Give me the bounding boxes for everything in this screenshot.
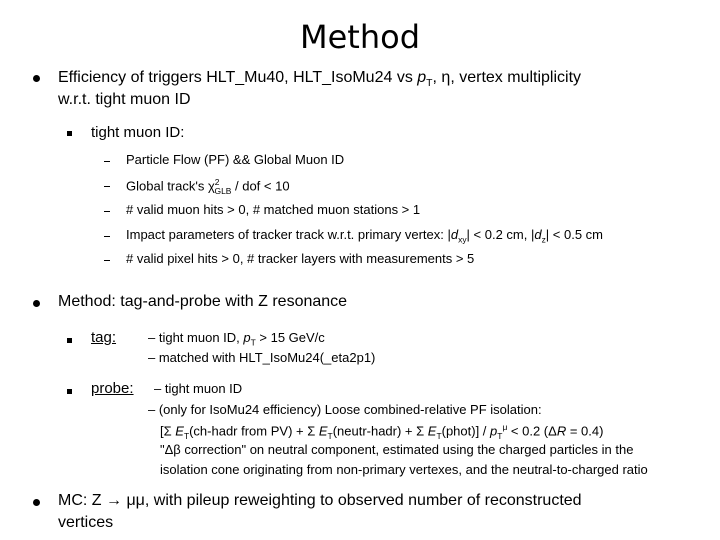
chi-subscript: GLB [214, 185, 232, 196]
section-mc-line2: vertices [58, 514, 114, 531]
probe-label: probe: [91, 380, 134, 397]
chi-superscript: 2 [214, 177, 220, 187]
probe-criterion-2: – (only for IsoMu24 efficiency) Loose combined-relative PF isolation: [148, 402, 542, 417]
text: Impact parameters of tracker track w.r.t. primary vertex: | [126, 227, 451, 242]
text: | < 0.2 cm, | [466, 227, 535, 242]
text: (phot)] / [441, 423, 491, 439]
e-symbol: E [318, 423, 328, 439]
mu-superscript: μ [502, 422, 508, 432]
dash-icon [104, 186, 110, 187]
bullet-icon [33, 300, 40, 307]
probe-isolation-formula [160, 422, 603, 441]
tag-criterion-1 [148, 330, 325, 348]
probe-isolation-cone: isolation cone originating from non-primary vertexes, and the neutral-to-charged ratio [160, 462, 648, 477]
text: [Σ [160, 423, 176, 439]
text: Efficiency of triggers [58, 69, 207, 86]
section-efficiency [58, 69, 581, 89]
text: , η, vertex multiplicity [432, 69, 582, 86]
bullet-icon [67, 389, 72, 394]
mc-description: Z → μμ, with pileup reweighting to observed number of reconstructed [91, 492, 582, 509]
t-subscript: T [436, 430, 442, 441]
chi-symbol: χ [207, 178, 215, 194]
section-method [58, 293, 347, 311]
t-subscript: T [327, 430, 333, 441]
section-efficiency-line2 [58, 91, 191, 109]
text: vs [392, 69, 418, 86]
bullet-icon [67, 131, 72, 136]
z-subscript: z [541, 234, 546, 245]
criterion-impact-params [126, 227, 603, 245]
section-mc [58, 492, 582, 510]
method-name: tag-and-probe with Z resonance [120, 293, 348, 310]
tag-label: tag: [91, 329, 117, 346]
xy-subscript: xy [458, 234, 467, 245]
text: | < 0.5 cm [545, 227, 604, 242]
criterion-chi2 [126, 177, 290, 196]
text: Global track's [126, 178, 208, 194]
d-symbol: d [450, 227, 459, 242]
text: > 15 GeV/c [255, 330, 325, 345]
criterion-pixel-hits: # valid pixel hits > 0, # tracker layers with measurements > 5 [126, 251, 475, 266]
dash-icon [104, 211, 110, 212]
dash-icon [104, 236, 110, 237]
triggers: HLT_Mu40, HLT_IsoMu24 [206, 69, 393, 86]
criterion-pf: Particle Flow (PF) && Global Muon ID [126, 152, 345, 167]
text: (neutr-hadr) + Σ [332, 423, 428, 439]
d-symbol: d [534, 227, 542, 242]
tight-muon-id-label: tight muon ID: [91, 124, 185, 141]
tag-criterion-2: – matched with HLT_IsoMu24(_eta2p1) [148, 350, 376, 365]
pt-subscript: T [250, 337, 256, 348]
dash-icon [104, 161, 110, 162]
probe-delta-beta: "Δβ correction" on neutral component, estimated using the charged particles in the [160, 442, 634, 457]
p-symbol: p [490, 423, 498, 439]
text: – tight muon ID, [148, 330, 244, 345]
dash-icon [104, 260, 110, 261]
e-symbol: E [175, 423, 184, 439]
text: w.r.t. [58, 91, 96, 108]
r-symbol: R [556, 423, 567, 439]
probe-criterion-1: – tight muon ID [154, 381, 243, 396]
tight-muon-id: tight muon ID [95, 91, 191, 108]
text: MC: [58, 492, 92, 509]
pt-symbol: p [243, 330, 251, 345]
text: Method: [58, 293, 121, 310]
page-title: Method [299, 18, 420, 56]
text: / dof < 10 [231, 178, 290, 194]
pt-symbol: p [417, 69, 427, 86]
bullet-icon [33, 499, 40, 506]
t-subscript: T [497, 430, 503, 441]
text: (ch-hadr from PV) + Σ [189, 423, 319, 439]
pt-subscript: T [426, 78, 433, 90]
criterion-muon-hits: # valid muon hits > 0, # matched muon stations > 1 [126, 202, 421, 217]
t-subscript: T [183, 430, 190, 441]
text: = 0.4) [566, 423, 604, 439]
bullet-icon [67, 338, 72, 343]
bullet-icon [33, 75, 40, 82]
e-symbol: E [427, 423, 437, 439]
text: < 0.2 (Δ [507, 423, 557, 439]
